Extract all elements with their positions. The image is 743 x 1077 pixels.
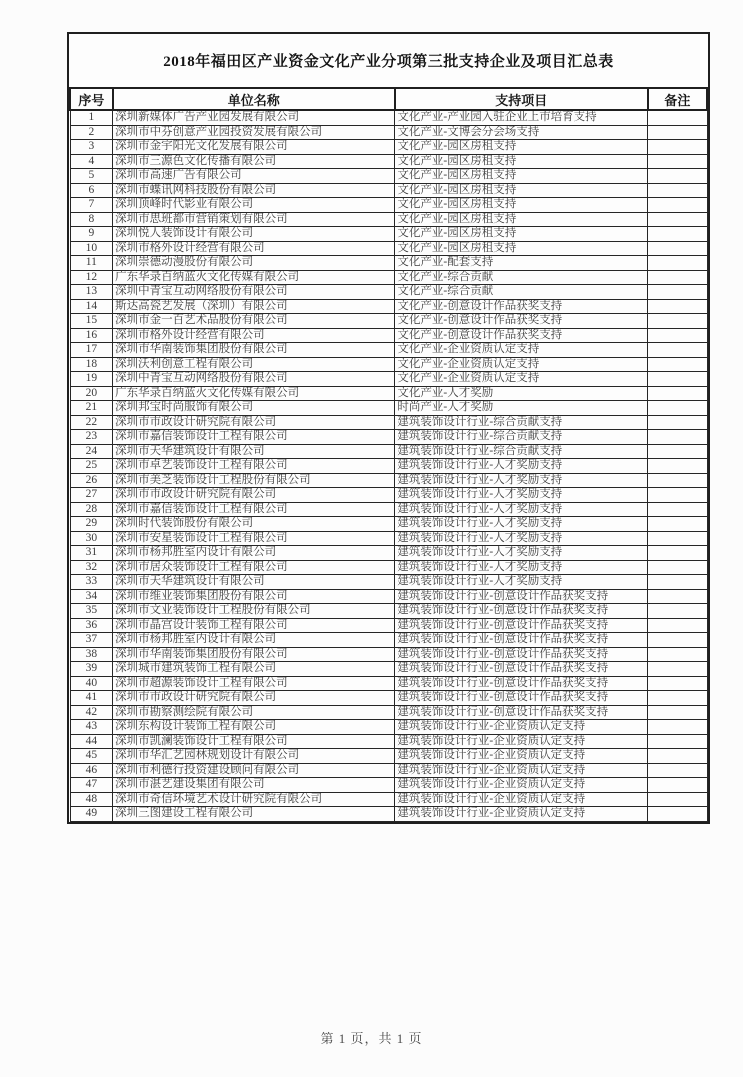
- company-name-cell: 深圳市华南装饰集团股份有限公司: [113, 647, 395, 662]
- support-project-cell: 文化产业-创意设计作品获奖支持: [395, 328, 648, 343]
- row-number-cell: 15: [70, 314, 113, 329]
- remark-cell: [648, 705, 707, 720]
- remark-cell: [648, 372, 707, 387]
- remark-cell: [648, 734, 707, 749]
- support-project-cell: 建筑装饰设计行业-创意设计作品获奖支持: [395, 676, 648, 691]
- remark-cell: [648, 531, 707, 546]
- row-number-cell: 33: [70, 575, 113, 590]
- support-project-cell: 建筑装饰设计行业-创意设计作品获奖支持: [395, 604, 648, 619]
- company-name-cell: 深圳邦宝时尚服饰有限公司: [113, 401, 395, 416]
- row-number-cell: 44: [70, 734, 113, 749]
- remark-cell: [648, 575, 707, 590]
- page-number-footer: 第 1 页，共 1 页: [320, 1031, 423, 1046]
- table-row: [70, 647, 707, 662]
- support-project-cell: 文化产业-园区房租支持: [395, 212, 648, 227]
- remark-cell: [648, 778, 707, 793]
- row-number-cell: 1: [70, 110, 113, 125]
- support-project-cell: 文化产业-产业园入驻企业上市培育支持: [395, 110, 648, 125]
- support-project-cell: 文化产业-园区房租支持: [395, 140, 648, 155]
- company-name-cell: 深圳市金一百艺术品股份有限公司: [113, 314, 395, 329]
- remark-cell: [648, 314, 707, 329]
- table-row: [70, 662, 707, 677]
- remark-cell: [648, 589, 707, 604]
- row-number-cell: 6: [70, 183, 113, 198]
- company-name-cell: 深圳市文业装饰设计工程股份有限公司: [113, 604, 395, 619]
- support-project-cell: 建筑装饰设计行业-创意设计作品获奖支持: [395, 618, 648, 633]
- remark-cell: [648, 299, 707, 314]
- remark-cell: [648, 546, 707, 561]
- table-row: [70, 183, 707, 198]
- support-project-cell: 文化产业-企业资质认定支持: [395, 372, 648, 387]
- support-project-cell: 建筑装饰设计行业-人才奖励支持: [395, 575, 648, 590]
- table-row: [70, 125, 707, 140]
- row-number-cell: 37: [70, 633, 113, 648]
- table-row: [70, 256, 707, 271]
- company-name-cell: 深圳市卓艺装饰设计工程有限公司: [113, 459, 395, 474]
- table-row: [70, 517, 707, 532]
- table-row: [70, 212, 707, 227]
- remark-cell: [648, 169, 707, 184]
- company-name-cell: 深圳市美芝装饰设计工程股份有限公司: [113, 473, 395, 488]
- company-name-cell: 深圳市嘉信装饰设计工程有限公司: [113, 502, 395, 517]
- remark-cell: [648, 357, 707, 372]
- company-name-cell: 深圳市杨邦胜室内设计有限公司: [113, 633, 395, 648]
- header-remark: 备注: [648, 88, 707, 110]
- remark-cell: [648, 488, 707, 503]
- support-project-cell: 建筑装饰设计行业-人才奖励支持: [395, 546, 648, 561]
- remark-cell: [648, 749, 707, 764]
- header-company-name: 单位名称: [113, 88, 395, 110]
- company-name-cell: 深圳市居众装饰设计工程有限公司: [113, 560, 395, 575]
- row-number-cell: 27: [70, 488, 113, 503]
- table-row: [70, 299, 707, 314]
- row-number-cell: 23: [70, 430, 113, 445]
- support-project-cell: 文化产业-综合贡献: [395, 270, 648, 285]
- company-name-cell: 深圳市华汇艺园林规划设计有限公司: [113, 749, 395, 764]
- company-name-cell: 深圳市高速广告有限公司: [113, 169, 395, 184]
- support-project-cell: 文化产业-园区房租支持: [395, 227, 648, 242]
- row-number-cell: 42: [70, 705, 113, 720]
- support-project-cell: 建筑装饰设计行业-人才奖励支持: [395, 531, 648, 546]
- table-row: [70, 618, 707, 633]
- company-name-cell: 深圳沃利创意工程有限公司: [113, 357, 395, 372]
- row-number-cell: 38: [70, 647, 113, 662]
- table-row: [70, 778, 707, 793]
- table-row: [70, 372, 707, 387]
- support-project-cell: 建筑装饰设计行业-创意设计作品获奖支持: [395, 633, 648, 648]
- remark-cell: [648, 792, 707, 807]
- row-number-cell: 49: [70, 807, 113, 822]
- support-project-cell: 建筑装饰设计行业-综合贡献支持: [395, 415, 648, 430]
- row-number-cell: 12: [70, 270, 113, 285]
- company-name-cell: 深圳市蝶讯网科技股份有限公司: [113, 183, 395, 198]
- remark-cell: [648, 154, 707, 169]
- remark-cell: [648, 720, 707, 735]
- row-number-cell: 9: [70, 227, 113, 242]
- row-number-cell: 29: [70, 517, 113, 532]
- table-row: [70, 328, 707, 343]
- support-project-cell: 文化产业-创意设计作品获奖支持: [395, 299, 648, 314]
- table-row: [70, 705, 707, 720]
- support-project-cell: 文化产业-企业资质认定支持: [395, 343, 648, 358]
- company-name-cell: 深圳东构设计装饰工程有限公司: [113, 720, 395, 735]
- company-name-cell: 深圳市杨邦胜室内设计有限公司: [113, 546, 395, 561]
- table-row: [70, 241, 707, 256]
- table-row: [70, 227, 707, 242]
- row-number-cell: 47: [70, 778, 113, 793]
- row-number-cell: 20: [70, 386, 113, 401]
- row-number-cell: 11: [70, 256, 113, 271]
- remark-cell: [648, 502, 707, 517]
- table-row: [70, 270, 707, 285]
- remark-cell: [648, 473, 707, 488]
- support-project-cell: 建筑装饰设计行业-企业资质认定支持: [395, 807, 648, 822]
- remark-cell: [648, 256, 707, 271]
- remark-cell: [648, 328, 707, 343]
- support-project-cell: 建筑装饰设计行业-企业资质认定支持: [395, 749, 648, 764]
- table-row: [70, 763, 707, 778]
- table-row: [70, 154, 707, 169]
- company-name-cell: 深圳时代装饰股份有限公司: [113, 517, 395, 532]
- table-row: [70, 531, 707, 546]
- row-number-cell: 30: [70, 531, 113, 546]
- row-number-cell: 19: [70, 372, 113, 387]
- support-project-cell: 建筑装饰设计行业-人才奖励支持: [395, 560, 648, 575]
- row-number-cell: 41: [70, 691, 113, 706]
- support-project-cell: 建筑装饰设计行业-企业资质认定支持: [395, 792, 648, 807]
- support-project-cell: 文化产业-配套支持: [395, 256, 648, 271]
- row-number-cell: 32: [70, 560, 113, 575]
- company-name-cell: 深圳市市政设计研究院有限公司: [113, 415, 395, 430]
- table-row: [70, 488, 707, 503]
- remark-cell: [648, 241, 707, 256]
- company-name-cell: 深圳市勘察测绘院有限公司: [113, 705, 395, 720]
- company-name-cell: 广东华录百纳蓝火文化传媒有限公司: [113, 270, 395, 285]
- remark-cell: [648, 662, 707, 677]
- support-project-cell: 建筑装饰设计行业-创意设计作品获奖支持: [395, 589, 648, 604]
- remark-cell: [648, 270, 707, 285]
- table-row: [70, 343, 707, 358]
- remark-cell: [648, 517, 707, 532]
- row-number-cell: 16: [70, 328, 113, 343]
- support-project-cell: 建筑装饰设计行业-创意设计作品获奖支持: [395, 647, 648, 662]
- table-row: [70, 444, 707, 459]
- company-name-cell: 深圳市华南装饰集团股份有限公司: [113, 343, 395, 358]
- support-project-cell: 文化产业-园区房租支持: [395, 154, 648, 169]
- company-name-cell: 深圳市格外设计经营有限公司: [113, 328, 395, 343]
- table-row: [70, 285, 707, 300]
- row-number-cell: 13: [70, 285, 113, 300]
- support-project-cell: 文化产业-人才奖励: [395, 386, 648, 401]
- remark-cell: [648, 676, 707, 691]
- table-row: [70, 459, 707, 474]
- support-project-cell: 文化产业-园区房租支持: [395, 241, 648, 256]
- table-row: [70, 110, 707, 125]
- support-project-cell: 建筑装饰设计行业-综合贡献支持: [395, 444, 648, 459]
- company-name-cell: 深圳市奇信环境艺术设计研究院有限公司: [113, 792, 395, 807]
- row-number-cell: 2: [70, 125, 113, 140]
- support-project-cell: 建筑装饰设计行业-创意设计作品获奖支持: [395, 662, 648, 677]
- support-project-cell: 建筑装饰设计行业-企业资质认定支持: [395, 763, 648, 778]
- remark-cell: [648, 807, 707, 822]
- row-number-cell: 39: [70, 662, 113, 677]
- row-number-cell: 25: [70, 459, 113, 474]
- row-number-cell: 35: [70, 604, 113, 619]
- remark-cell: [648, 459, 707, 474]
- remark-cell: [648, 183, 707, 198]
- support-project-cell: 建筑装饰设计行业-综合贡献支持: [395, 430, 648, 445]
- table-body: [70, 110, 707, 821]
- table-row: [70, 140, 707, 155]
- company-name-cell: 深圳三图建设工程有限公司: [113, 807, 395, 822]
- company-name-cell: 深圳市超源装饰设计工程有限公司: [113, 676, 395, 691]
- remark-cell: [648, 647, 707, 662]
- row-number-cell: 28: [70, 502, 113, 517]
- table-row: [70, 473, 707, 488]
- row-number-cell: 24: [70, 444, 113, 459]
- table-row: [70, 386, 707, 401]
- table-row: [70, 357, 707, 372]
- row-number-cell: 10: [70, 241, 113, 256]
- remark-cell: [648, 386, 707, 401]
- remark-cell: [648, 212, 707, 227]
- row-number-cell: 26: [70, 473, 113, 488]
- company-name-cell: 深圳新媒体广告产业园发展有限公司: [113, 110, 395, 125]
- row-number-cell: 45: [70, 749, 113, 764]
- support-project-cell: 文化产业-文博会分会场支持: [395, 125, 648, 140]
- row-number-cell: 18: [70, 357, 113, 372]
- table-row: [70, 415, 707, 430]
- company-name-cell: 深圳市市政设计研究院有限公司: [113, 488, 395, 503]
- remark-cell: [648, 430, 707, 445]
- support-project-cell: 文化产业-园区房租支持: [395, 169, 648, 184]
- support-project-cell: 时尚产业-人才奖励: [395, 401, 648, 416]
- company-name-cell: 深圳顶峰时代影业有限公司: [113, 198, 395, 213]
- remark-cell: [648, 198, 707, 213]
- header-no: 序号: [70, 88, 113, 110]
- remark-cell: [648, 110, 707, 125]
- company-name-cell: 广东华录百纳蓝火文化传媒有限公司: [113, 386, 395, 401]
- row-number-cell: 14: [70, 299, 113, 314]
- table-row: [70, 430, 707, 445]
- page-title: 2018年福田区产业资金文化产业分项第三批支持企业及项目汇总表: [163, 54, 614, 70]
- table-row: [70, 169, 707, 184]
- support-project-cell: 建筑装饰设计行业-创意设计作品获奖支持: [395, 691, 648, 706]
- support-project-cell: 文化产业-创意设计作品获奖支持: [395, 314, 648, 329]
- table-row: [70, 720, 707, 735]
- document-sheet: [67, 32, 710, 824]
- row-number-cell: 21: [70, 401, 113, 416]
- company-name-cell: 深圳市维业装饰集团股份有限公司: [113, 589, 395, 604]
- support-project-cell: 建筑装饰设计行业-企业资质认定支持: [395, 778, 648, 793]
- row-number-cell: 43: [70, 720, 113, 735]
- company-name-cell: 深圳悦人装饰设计有限公司: [113, 227, 395, 242]
- remark-cell: [648, 444, 707, 459]
- row-number-cell: 40: [70, 676, 113, 691]
- row-number-cell: 31: [70, 546, 113, 561]
- company-name-cell: 深圳市晶宫设计装饰工程有限公司: [113, 618, 395, 633]
- support-project-cell: 建筑装饰设计行业-人才奖励支持: [395, 502, 648, 517]
- remark-cell: [648, 415, 707, 430]
- table-row: [70, 792, 707, 807]
- company-name-cell: 斯达高瓷艺发展（深圳）有限公司: [113, 299, 395, 314]
- support-project-cell: 建筑装饰设计行业-创意设计作品获奖支持: [395, 705, 648, 720]
- remark-cell: [648, 618, 707, 633]
- company-name-cell: 深圳崇德动漫股份有限公司: [113, 256, 395, 271]
- table-row: [70, 560, 707, 575]
- remark-cell: [648, 343, 707, 358]
- support-project-cell: 文化产业-综合贡献: [395, 285, 648, 300]
- summary-table: [69, 87, 708, 822]
- table-row: [70, 807, 707, 822]
- company-name-cell: 深圳市凯澜装饰设计工程有限公司: [113, 734, 395, 749]
- row-number-cell: 8: [70, 212, 113, 227]
- table-row: [70, 314, 707, 329]
- company-name-cell: 深圳市思班都市营销策划有限公司: [113, 212, 395, 227]
- support-project-cell: 建筑装饰设计行业-人才奖励支持: [395, 488, 648, 503]
- remark-cell: [648, 227, 707, 242]
- table-row: [70, 749, 707, 764]
- table-row: [70, 691, 707, 706]
- remark-cell: [648, 763, 707, 778]
- table-header-row: [70, 88, 707, 110]
- table-row: [70, 198, 707, 213]
- company-name-cell: 深圳中青宝互动网络股份有限公司: [113, 372, 395, 387]
- support-project-cell: 文化产业-园区房租支持: [395, 183, 648, 198]
- company-name-cell: 深圳市市政设计研究院有限公司: [113, 691, 395, 706]
- company-name-cell: 深圳市天华建筑设计有限公司: [113, 444, 395, 459]
- company-name-cell: 深圳市三源色文化传播有限公司: [113, 154, 395, 169]
- remark-cell: [648, 560, 707, 575]
- table-row: [70, 734, 707, 749]
- company-name-cell: 深圳城市建筑装饰工程有限公司: [113, 662, 395, 677]
- remark-cell: [648, 285, 707, 300]
- support-project-cell: 建筑装饰设计行业-人才奖励支持: [395, 459, 648, 474]
- remark-cell: [648, 691, 707, 706]
- company-name-cell: 深圳市嘉信装饰设计工程有限公司: [113, 430, 395, 445]
- row-number-cell: 3: [70, 140, 113, 155]
- row-number-cell: 46: [70, 763, 113, 778]
- table-row: [70, 676, 707, 691]
- title-band: [69, 34, 708, 87]
- support-project-cell: 建筑装饰设计行业-人才奖励支持: [395, 473, 648, 488]
- company-name-cell: 深圳市湛艺建设集团有限公司: [113, 778, 395, 793]
- row-number-cell: 34: [70, 589, 113, 604]
- company-name-cell: 深圳市天华建筑设计有限公司: [113, 575, 395, 590]
- company-name-cell: 深圳市金宇阳光文化发展有限公司: [113, 140, 395, 155]
- support-project-cell: 文化产业-园区房租支持: [395, 198, 648, 213]
- remark-cell: [648, 125, 707, 140]
- row-number-cell: 7: [70, 198, 113, 213]
- remark-cell: [648, 604, 707, 619]
- remark-cell: [648, 633, 707, 648]
- row-number-cell: 36: [70, 618, 113, 633]
- company-name-cell: 深圳中青宝互动网络股份有限公司: [113, 285, 395, 300]
- row-number-cell: 4: [70, 154, 113, 169]
- company-name-cell: 深圳市利德行投资建设顾问有限公司: [113, 763, 395, 778]
- table-row: [70, 502, 707, 517]
- row-number-cell: 17: [70, 343, 113, 358]
- remark-cell: [648, 401, 707, 416]
- table-row: [70, 546, 707, 561]
- company-name-cell: 深圳市中芬创意产业园投资发展有限公司: [113, 125, 395, 140]
- support-project-cell: 文化产业-企业资质认定支持: [395, 357, 648, 372]
- table-row: [70, 575, 707, 590]
- row-number-cell: 22: [70, 415, 113, 430]
- support-project-cell: 建筑装饰设计行业-企业资质认定支持: [395, 734, 648, 749]
- company-name-cell: 深圳市格外设计经营有限公司: [113, 241, 395, 256]
- company-name-cell: 深圳市安星装饰设计工程有限公司: [113, 531, 395, 546]
- remark-cell: [648, 140, 707, 155]
- table-row: [70, 633, 707, 648]
- header-support-project: 支持项目: [395, 88, 648, 110]
- row-number-cell: 48: [70, 792, 113, 807]
- table-row: [70, 589, 707, 604]
- table-row: [70, 401, 707, 416]
- row-number-cell: 5: [70, 169, 113, 184]
- support-project-cell: 建筑装饰设计行业-人才奖励支持: [395, 517, 648, 532]
- table-row: [70, 604, 707, 619]
- support-project-cell: 建筑装饰设计行业-企业资质认定支持: [395, 720, 648, 735]
